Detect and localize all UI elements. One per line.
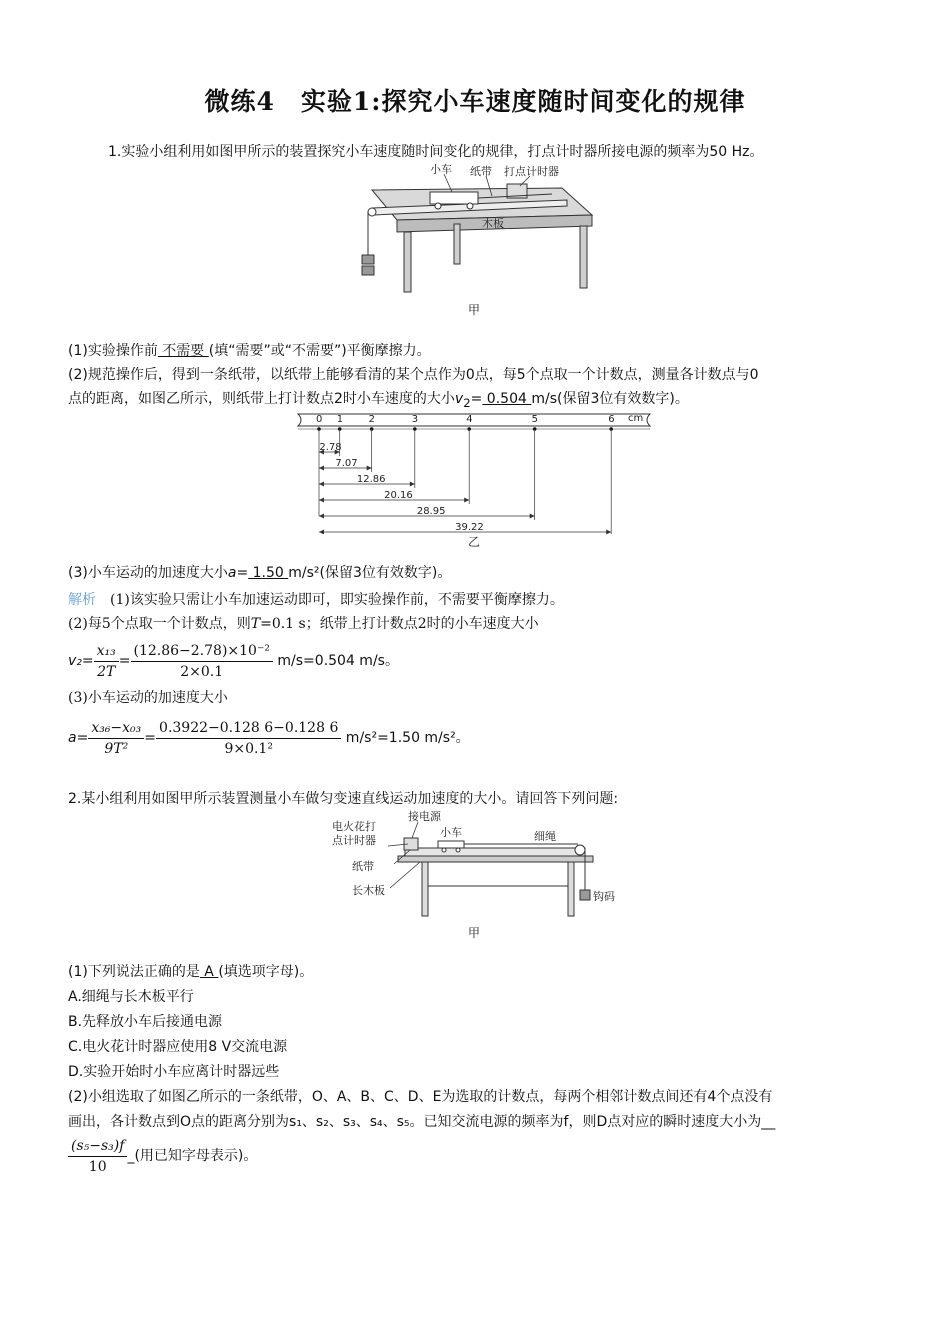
arrow-head xyxy=(410,482,415,487)
car-icon xyxy=(430,192,478,204)
arrow-head xyxy=(367,466,372,471)
label-timer-line2: 点计时器 xyxy=(332,834,376,847)
tape-unit-label: cm xyxy=(628,413,644,424)
q1-apparatus-figure xyxy=(352,160,602,300)
tape-point-label: 1 xyxy=(336,414,344,425)
option-c: C.电火花计时器应使用8 V交流电源 xyxy=(68,1039,288,1055)
pulley-icon xyxy=(368,208,376,216)
weight-icon xyxy=(362,266,374,275)
table-leg xyxy=(422,862,428,916)
tape-point-label: 3 xyxy=(411,414,419,425)
analysis-part2: (2)每5个点取一个计数点，则T=0.1 s；纸带上打计数点2时的小车速度大小 xyxy=(68,616,539,632)
distance-label: 20.16 xyxy=(384,490,413,501)
option-b: B.先释放小车后接通电源 xyxy=(68,1014,223,1030)
q1-part3-answer: 1.50 xyxy=(248,565,289,581)
arrow-head xyxy=(319,498,324,503)
q2-answer-formula: $\frac{\text{(s₅−s₃)f}}{10}$ _(用已知字母表示)。 xyxy=(68,1133,257,1179)
distance-label: 28.95 xyxy=(416,506,446,517)
arrow-head xyxy=(530,514,535,519)
q1-tape-caption: 乙 xyxy=(468,535,481,549)
q2-figure-caption: 甲 xyxy=(468,926,481,940)
label-board: 木板 xyxy=(482,217,504,230)
label-power: 接电源 xyxy=(408,810,441,823)
q2-part2-line2: 画出，各计数点到O点的距离分别为s₁、s₂、s₃、s₄、s₅。已知交流电源的频率为f，则D点对应的瞬时速度大小为__ xyxy=(68,1114,776,1130)
acceleration-formula: a= $\frac{\text{x₃₆−x₀₃}}{\text{9T²}}$ = $\frac{0.3922-0.128 6-0.128 6}{\text{9×0.1²}}$ m/s²=1.50 m/s²。 xyxy=(68,719,470,757)
long-board xyxy=(405,848,585,856)
arrow-head xyxy=(319,466,324,471)
label-weight: 钩码 xyxy=(593,890,615,903)
table-leg xyxy=(568,862,574,916)
page-title: 微练4 实验1:探究小车速度随时间变化的规律 xyxy=(204,87,746,116)
label-timer-line1: 电火花打 xyxy=(332,820,376,833)
tape-point-label: 4 xyxy=(466,414,473,425)
paper-tape-strip xyxy=(298,414,650,426)
label-rope: 细绳 xyxy=(534,830,556,843)
q2-part1: (1)下列说法正确的是 A (填选项字母)。 xyxy=(68,964,314,980)
weight-icon xyxy=(362,255,374,264)
label-tape: 纸带 xyxy=(470,165,492,178)
car-icon xyxy=(438,841,464,848)
option-a: A.细绳与长木板平行 xyxy=(68,989,194,1005)
arrow-head xyxy=(606,530,611,535)
table-top xyxy=(398,856,593,862)
analysis-label: 解析 xyxy=(68,592,96,608)
label-timer: 打点计时器 xyxy=(504,165,559,178)
label-car: 小车 xyxy=(430,163,452,176)
tape-point-label: 2 xyxy=(368,414,376,425)
q2-part2-line1: (2)小组选取了如图乙所示的一条纸带，O、A、B、C、D、E为选取的计数点，每两个相邻计数点间还有4个点没有 xyxy=(68,1089,773,1105)
q1-stem: 1.实验小组利用如图甲所示的装置探究小车速度随时间变化的规律，打点计时器所接电源的频率为50 Hz。 xyxy=(108,144,764,160)
q1-figure-caption: 甲 xyxy=(468,303,481,317)
q1-tape-figure xyxy=(290,410,660,534)
table-leg xyxy=(404,232,411,292)
distance-label: 12.86 xyxy=(356,474,386,485)
q2-apparatus-figure xyxy=(330,806,630,924)
tape-point-label: 0 xyxy=(316,414,323,425)
pulley-icon xyxy=(575,845,585,855)
arrow-head xyxy=(464,498,469,503)
arrow-head xyxy=(319,482,324,487)
q2-stem: 2.某小组利用如图甲所示装置测量小车做匀变速直线运动加速度的大小。请回答下列问题: xyxy=(68,791,619,807)
distance-label: 2.78 xyxy=(319,442,342,453)
analysis-part3: (3)小车运动的加速度大小 xyxy=(68,690,228,706)
q1-part2-line2: 点的距离，如图乙所示，则纸带上打计数点2时小车速度的大小$v_2= 0.504$ m/s(保留3位有效数字)。 xyxy=(68,391,689,410)
analysis-part1: 解析 (1)该实验只需让小车加速运动即可，即实验操作前，不需要平衡摩擦力。 xyxy=(68,592,564,608)
label-car: 小车 xyxy=(440,826,462,839)
q1-part2-answer: 0.504 xyxy=(482,391,532,407)
q2-part1-answer: A xyxy=(199,964,219,980)
label-board: 长木板 xyxy=(352,884,385,897)
label-tape: 纸带 xyxy=(352,860,374,873)
weight-icon xyxy=(580,890,590,900)
q1-part2-line1: (2)规范操作后，得到一条纸带，以纸带上能够看清的某个点作为0点，每5个点取一个计数点，测量各计数点与0 xyxy=(68,367,759,383)
tape-point-label: 5 xyxy=(531,414,539,425)
table-leg xyxy=(454,224,460,264)
velocity-formula: v₂= $\frac{\text{x₁₃}}{2T}$ = $\frac{\text{(12.86−2.78)×10⁻²}}{2\times 0.1}$ m/s=0.504 m/s。 xyxy=(68,642,399,680)
arrow-head xyxy=(319,514,324,519)
distance-label: 39.22 xyxy=(455,522,484,533)
option-d: D.实验开始时小车应离计时器远些 xyxy=(68,1064,280,1080)
arrow-head xyxy=(319,530,324,535)
tape-point-label: 6 xyxy=(608,414,615,425)
table-leg xyxy=(580,226,587,288)
q1-part1-answer: 不需要 xyxy=(157,343,209,359)
q1-part1: (1)实验操作前 不需要 (填“需要”或“不需要”)平衡摩擦力。 xyxy=(68,343,431,359)
q1-part3: (3)小车运动的加速度大小a= 1.50 m/s²(保留3位有效数字)。 xyxy=(68,565,452,581)
distance-label: 7.07 xyxy=(335,458,358,469)
